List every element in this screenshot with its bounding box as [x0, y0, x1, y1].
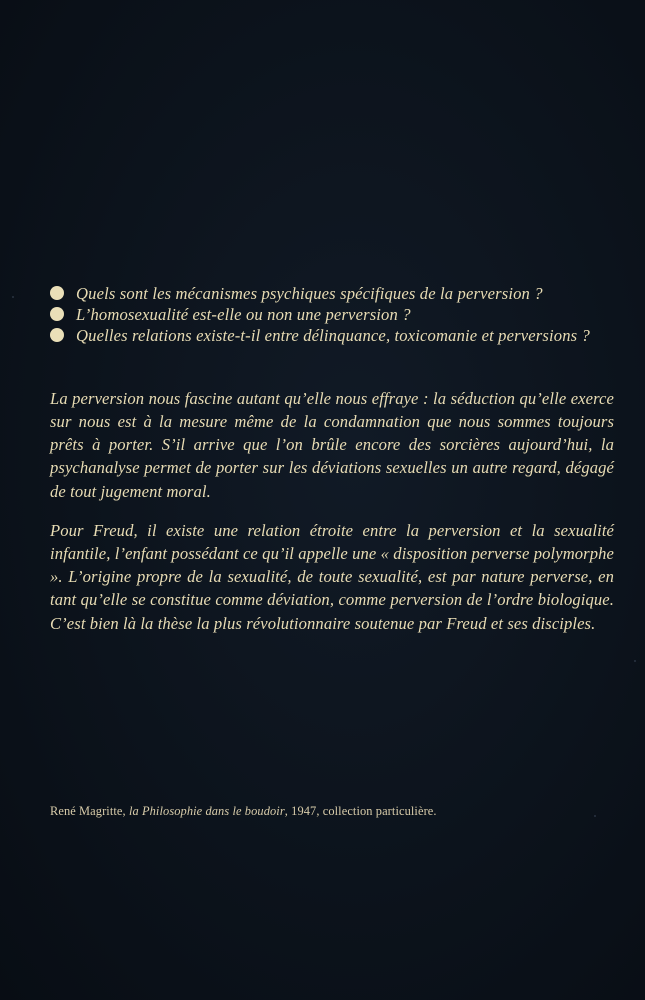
credit-artist: René Magritte,: [50, 804, 126, 818]
dust-speck: [12, 296, 14, 298]
image-credit: [50, 804, 610, 819]
credit-title: la Philosophie dans le boudoir: [128, 804, 285, 818]
question-item: [50, 304, 630, 325]
question-item: [50, 283, 630, 304]
question-text: L’homosexualité est-elle ou non une perversion ?: [76, 305, 411, 324]
question-item: [50, 325, 630, 346]
question-text: Quels sont les mécanismes psychiques spécifiques de la perversion ?: [76, 284, 543, 303]
bullet-icon: [50, 307, 64, 321]
credit-details: , 1947, collection particulière.: [284, 804, 437, 818]
dust-speck: [634, 660, 636, 662]
freud-paragraph: Pour Freud, il existe une relation étroite entre la perversion et la sexualité infantile, l’enfant possédant ce qu’il appelle une « disposition perverse polymorphe ». L’origine propre de la sexualité, de toute sexualité, est par nature perverse, en tant qu’elle se constitue comme déviation, comme perversion de l’ordre biologique. C’est bien là la thèse la plus révolutionnaire soutenue par Freud et ses disciples.: [50, 520, 614, 633]
bullet-icon: [50, 328, 64, 342]
question-list: [50, 283, 630, 346]
question-text: Quelles relations existe-t-il entre délinquance, toxicomanie et perversions ?: [76, 326, 590, 345]
intro-paragraph: La perversion nous fascine autant qu’elle nous effraye : la séduction qu’elle exerce sur nous est à la mesure même de la condamnation que nous sommes toujours prêts à porter. S’il arrive que l’on brûle encore des sorcières aujourd’hui, la psychanalyse permet de porter sur les déviations sexuelles un autre regard, dégagé de tout jugement moral.: [50, 388, 614, 501]
bullet-icon: [50, 286, 64, 300]
